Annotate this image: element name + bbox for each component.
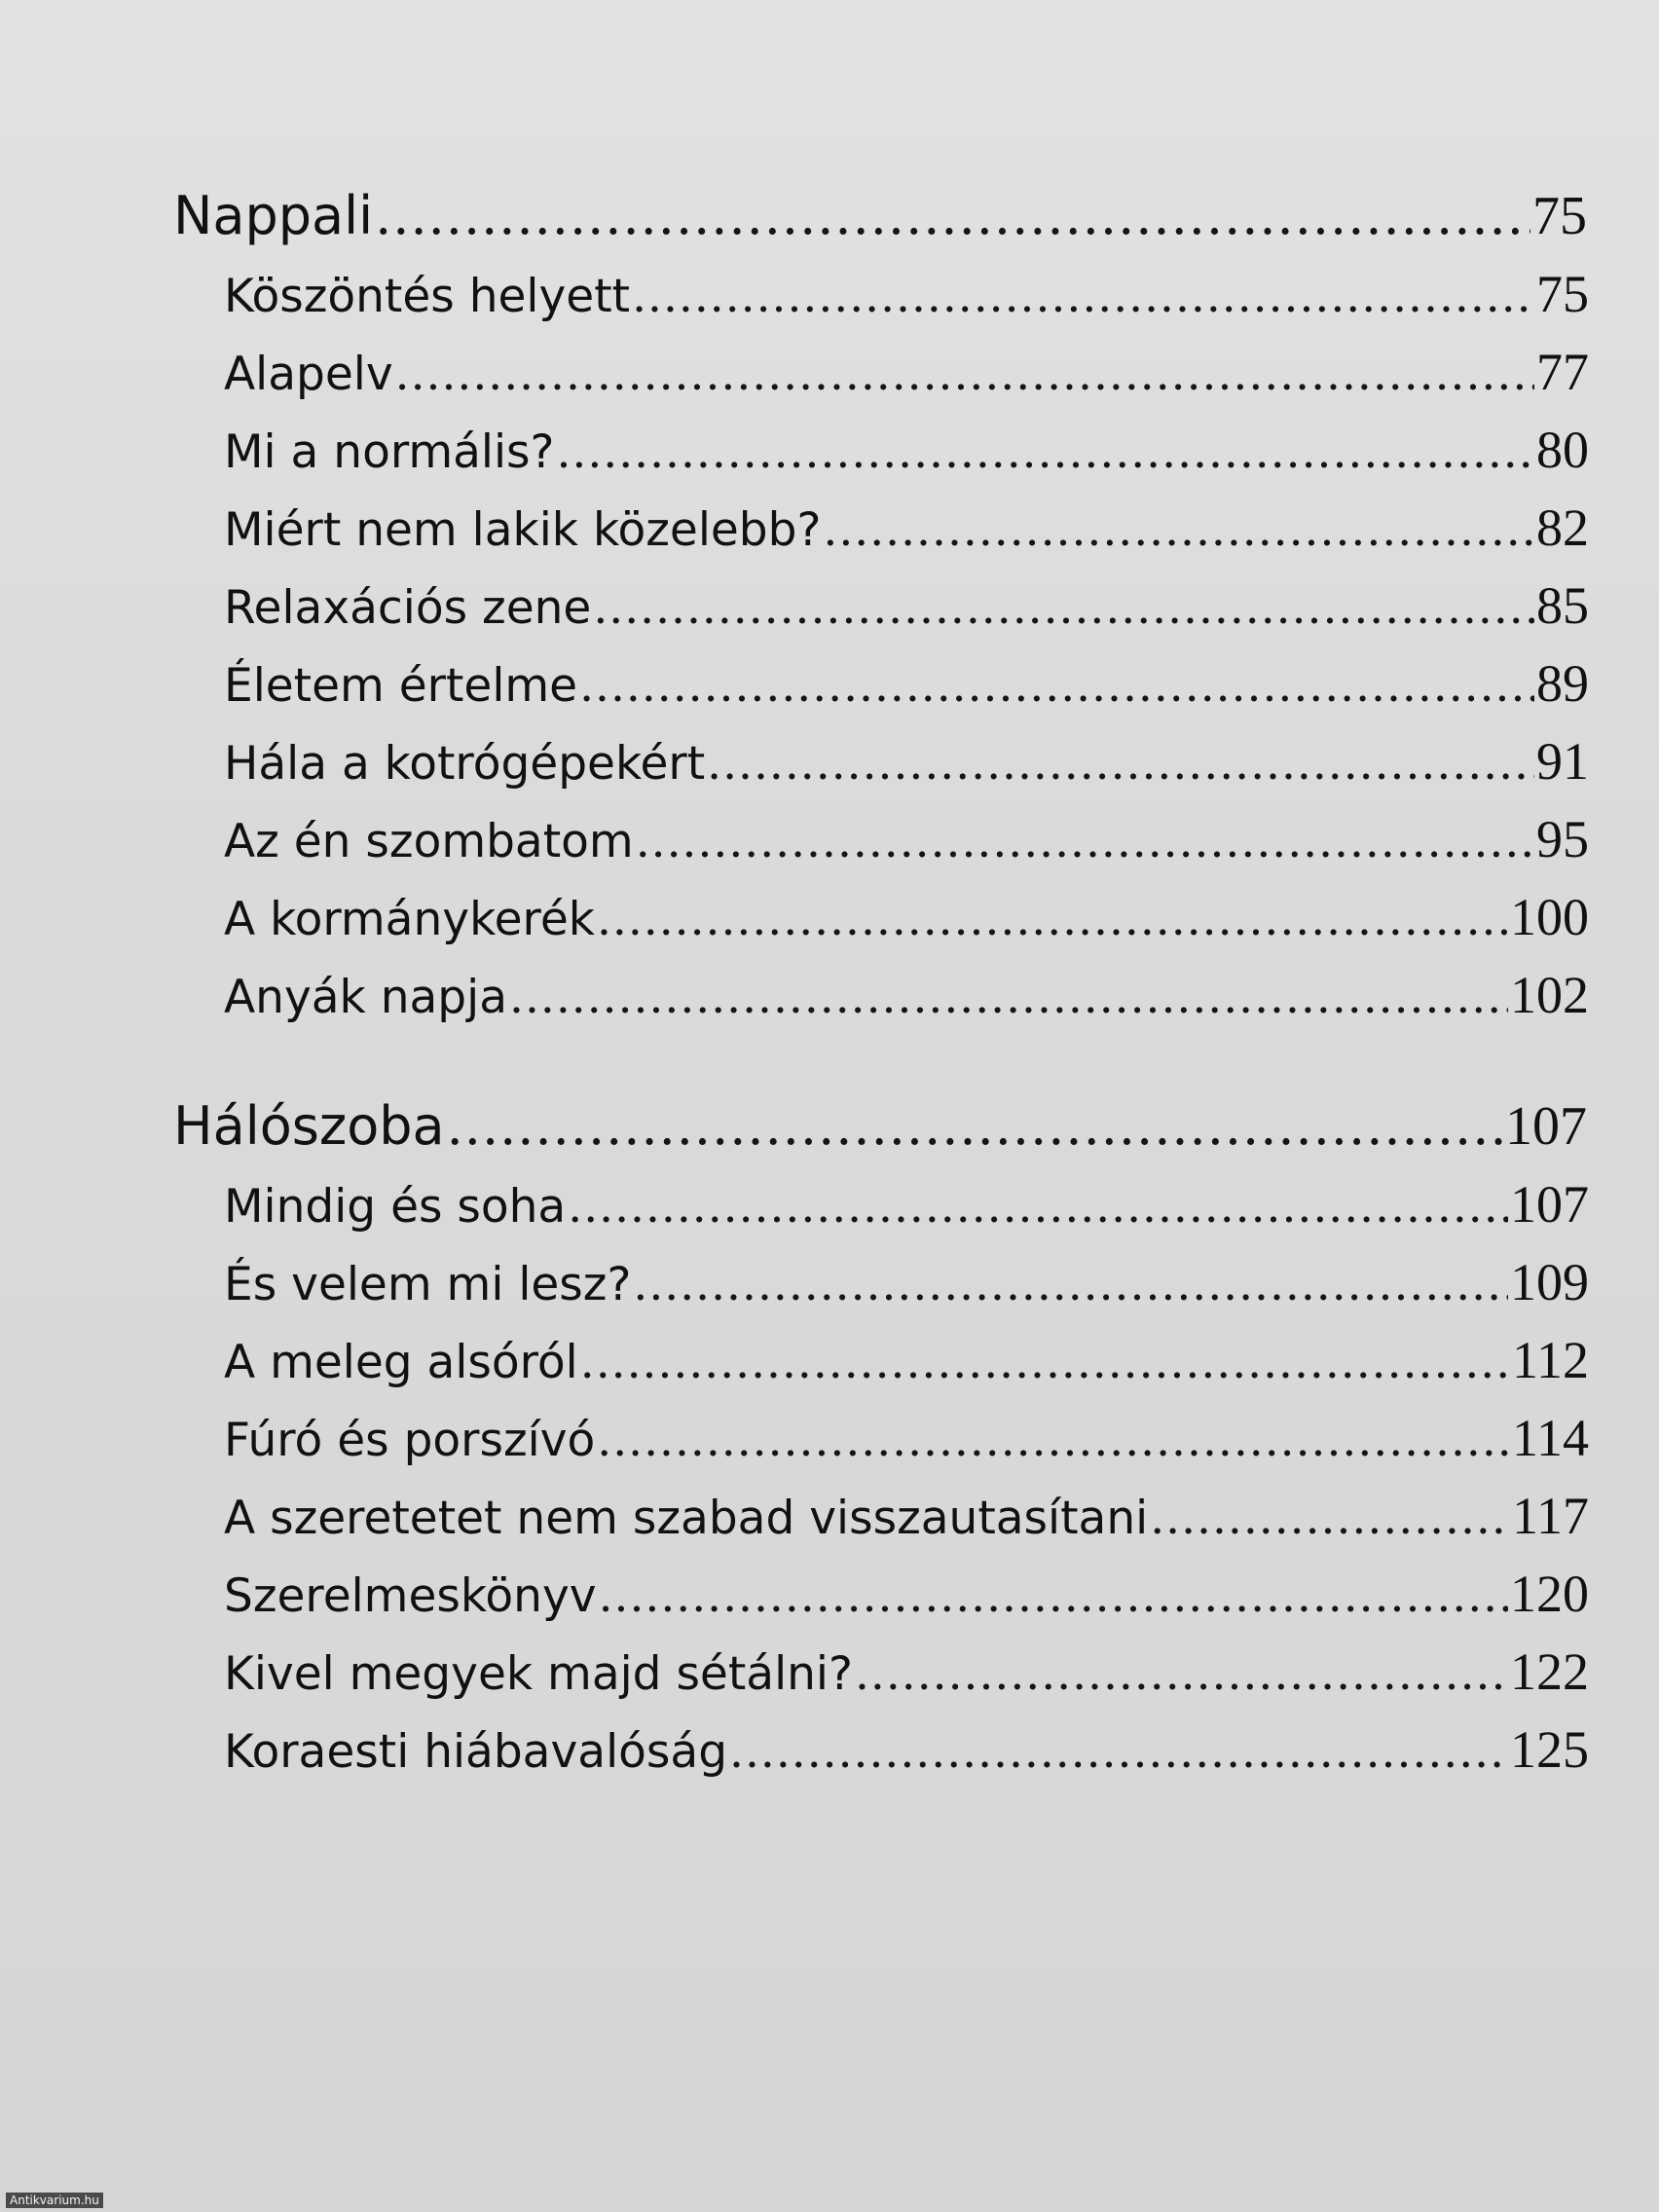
toc-entry [224, 965, 1589, 1025]
toc-section-title: Nappali [173, 185, 374, 246]
toc-page-number: 117 [1512, 1487, 1589, 1545]
toc-section-heading [173, 185, 1587, 247]
dot-leader [855, 1647, 1508, 1701]
toc-entry [224, 1719, 1589, 1780]
toc-entry [224, 1641, 1589, 1702]
toc-entry [224, 1252, 1589, 1312]
toc-entry-title: Alapelv [224, 348, 393, 401]
toc-entry-title: Életem értelme [224, 659, 578, 713]
toc-entry-title: Az én szombatom [224, 815, 634, 868]
dot-leader [707, 737, 1534, 791]
toc-entry-title: Szerelmeskönyv [224, 1569, 597, 1623]
toc-entry-title: És velem mi lesz? [224, 1258, 632, 1311]
dot-leader [823, 503, 1534, 557]
dot-leader [729, 1725, 1508, 1779]
toc-page-number: 85 [1536, 576, 1589, 635]
toc-page-number: 122 [1510, 1642, 1589, 1701]
toc-page-number: 89 [1536, 654, 1589, 713]
toc-entry [224, 1330, 1589, 1390]
toc-page-number: 77 [1536, 343, 1589, 401]
toc-entry [224, 342, 1589, 402]
dot-leader [580, 1336, 1510, 1389]
toc-page-number: 114 [1512, 1409, 1589, 1467]
dot-leader [599, 1569, 1508, 1623]
dot-leader [395, 348, 1534, 401]
toc-entry-title: Miért nem lakik közelebb? [224, 503, 822, 557]
toc-section-title: Hálószoba [173, 1095, 445, 1157]
toc-page-number: 75 [1532, 186, 1587, 246]
toc-page-number: 125 [1510, 1720, 1589, 1779]
toc-entry [224, 1408, 1589, 1468]
toc-entry [224, 1564, 1589, 1624]
dot-leader [1150, 1492, 1510, 1545]
toc-page-number: 100 [1510, 888, 1589, 946]
toc-entry-title: Köszöntés helyett [224, 270, 631, 323]
dot-leader [375, 185, 1530, 246]
toc-entry [224, 1174, 1589, 1235]
toc-page-number: 91 [1536, 732, 1589, 791]
toc-page-number: 107 [1505, 1096, 1587, 1157]
toc-entry [224, 1486, 1589, 1546]
dot-leader [597, 893, 1508, 946]
dot-leader [568, 1180, 1508, 1234]
dot-leader [633, 1258, 1508, 1311]
toc-section-heading [173, 1095, 1587, 1158]
toc-entry [224, 887, 1589, 947]
toc-entry [224, 420, 1589, 480]
toc-entry-title: Mi a normális? [224, 425, 555, 479]
dot-leader [593, 581, 1534, 635]
toc-entry-title: Kivel megyek majd sétálni? [224, 1647, 853, 1701]
toc-entry-title: Hála a kotrógépekért [224, 737, 706, 791]
toc-entry-title: Fúró és porszívó [224, 1414, 596, 1467]
dot-leader [509, 971, 1508, 1024]
toc-page-number: 102 [1510, 966, 1589, 1024]
toc-entry-title: A meleg alsóról [224, 1336, 578, 1389]
watermark-label: Antikvarium.hu [6, 2193, 103, 2208]
dot-leader [636, 815, 1534, 868]
toc-page-number: 75 [1536, 265, 1589, 323]
toc-entry [224, 809, 1589, 869]
toc-entry-title: A kormánykerék [224, 893, 595, 946]
toc-entry [224, 498, 1589, 558]
toc-entry [224, 653, 1589, 714]
dot-leader [579, 659, 1534, 713]
toc-page-number: 95 [1536, 810, 1589, 868]
dot-leader [632, 270, 1534, 323]
toc-entry [224, 264, 1589, 324]
toc-page-number: 109 [1510, 1253, 1589, 1311]
toc-entry-title: Mindig és soha [224, 1180, 567, 1234]
dot-leader [597, 1414, 1510, 1467]
dot-leader [447, 1095, 1503, 1157]
toc-entry-title: Anyák napja [224, 971, 507, 1024]
toc-entry [224, 731, 1589, 792]
toc-page-number: 112 [1512, 1331, 1589, 1389]
toc-page-number: 82 [1536, 498, 1589, 557]
toc-entry [224, 575, 1589, 636]
toc-entry-title: A szeretetet nem szabad visszautasítani [224, 1492, 1149, 1545]
toc-entry-title: Koraesti hiábavalóság [224, 1725, 728, 1779]
toc-entry-title: Relaxációs zene [224, 581, 592, 635]
dot-leader [556, 425, 1534, 479]
toc-page-number: 107 [1510, 1175, 1589, 1234]
toc-page-number: 80 [1536, 421, 1589, 479]
toc-page-number: 120 [1510, 1565, 1589, 1623]
